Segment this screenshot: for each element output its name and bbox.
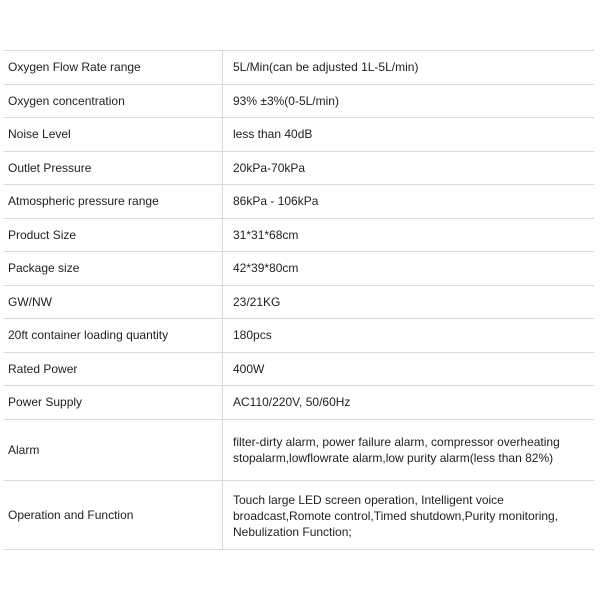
spec-label: GW/NW — [4, 285, 223, 319]
table-row — [4, 352, 594, 386]
spec-value: 400W — [223, 352, 595, 386]
spec-value: AC110/220V, 50/60Hz — [223, 386, 595, 420]
table-row — [4, 252, 594, 286]
table-row — [4, 84, 594, 118]
table-row — [4, 319, 594, 353]
spec-label: Noise Level — [4, 118, 223, 152]
spec-label: Package size — [4, 252, 223, 286]
spec-label: Product Size — [4, 218, 223, 252]
table-row — [4, 51, 594, 85]
table-row — [4, 386, 594, 420]
table-row — [4, 480, 594, 549]
spec-value: 20kPa-70kPa — [223, 151, 595, 185]
spec-label: Power Supply — [4, 386, 223, 420]
spec-value: 93% ±3%(0-5L/min) — [223, 84, 595, 118]
spec-value: Touch large LED screen operation, Intelligent voice broadcast,Romote control,Timed shutdown,Purity monitoring, Nebulization Function; — [223, 480, 595, 549]
spec-value: 5L/Min(can be adjusted 1L-5L/min) — [223, 51, 595, 85]
spec-label: Rated Power — [4, 352, 223, 386]
spec-label: Outlet Pressure — [4, 151, 223, 185]
spec-value: 86kPa - 106kPa — [223, 185, 595, 219]
table-row — [4, 151, 594, 185]
spec-value: filter-dirty alarm, power failure alarm, compressor overheating stopalarm,lowflowrate alarm,low purity alarm(less than 82%) — [223, 419, 595, 480]
table-row — [4, 118, 594, 152]
spec-value: 31*31*68cm — [223, 218, 595, 252]
spec-label: Atmospheric pressure range — [4, 185, 223, 219]
spec-label: Operation and Function — [4, 480, 223, 549]
spec-label: Oxygen concentration — [4, 84, 223, 118]
spec-label: 20ft container loading quantity — [4, 319, 223, 353]
table-row — [4, 218, 594, 252]
table-row — [4, 185, 594, 219]
spec-value: 23/21KG — [223, 285, 595, 319]
spec-value: less than 40dB — [223, 118, 595, 152]
spec-label: Oxygen Flow Rate range — [4, 51, 223, 85]
specification-table — [4, 50, 594, 550]
table-row — [4, 419, 594, 480]
spec-value: 42*39*80cm — [223, 252, 595, 286]
spec-value: 180pcs — [223, 319, 595, 353]
table-row — [4, 285, 594, 319]
spec-label: Alarm — [4, 419, 223, 480]
